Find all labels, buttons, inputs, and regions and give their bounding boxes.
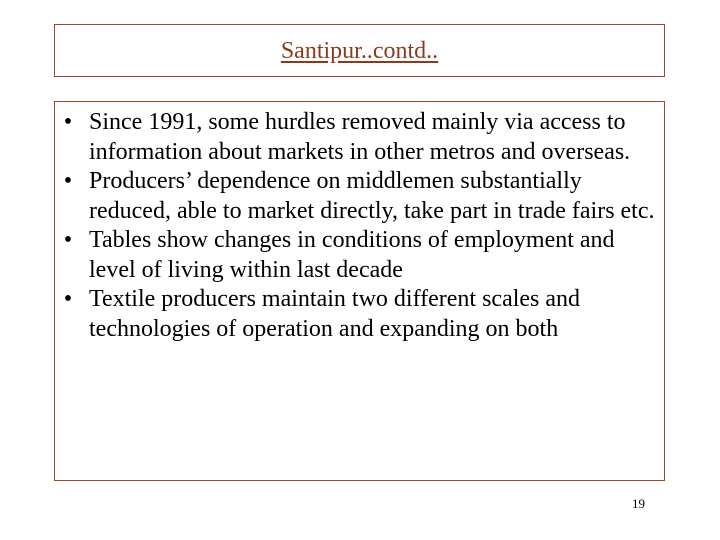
bullet-item-4: [55, 285, 657, 344]
bullet-text-2: Producers’ dependence on middlemen substantially reduced, able to market directly, take part in trade fairs etc.: [89, 168, 655, 224]
bullet-icon: •: [63, 168, 73, 194]
bullet-text-3: Tables show changes in conditions of employment and level of living within last decade: [89, 227, 615, 283]
bullet-text-1: Since 1991, some hurdles removed mainly via access to information about markets in other metros and overseas.: [89, 109, 631, 165]
bullet-icon: •: [63, 286, 73, 312]
page-number: 19: [632, 496, 645, 511]
bullet-item-1: [55, 108, 657, 167]
bullet-icon: •: [63, 227, 73, 253]
slide-title-box: [54, 24, 665, 77]
slide-title: Santipur..contd..: [280, 38, 439, 64]
bullet-item-3: [55, 226, 657, 285]
bullet-list: [55, 108, 666, 344]
bullet-text-4: Textile producers maintain two different scales and technologies of operation and expanding on both: [89, 286, 581, 342]
bullet-icon: •: [63, 109, 73, 135]
bullet-item-2: [55, 167, 657, 226]
slide-content-box: [54, 101, 665, 481]
